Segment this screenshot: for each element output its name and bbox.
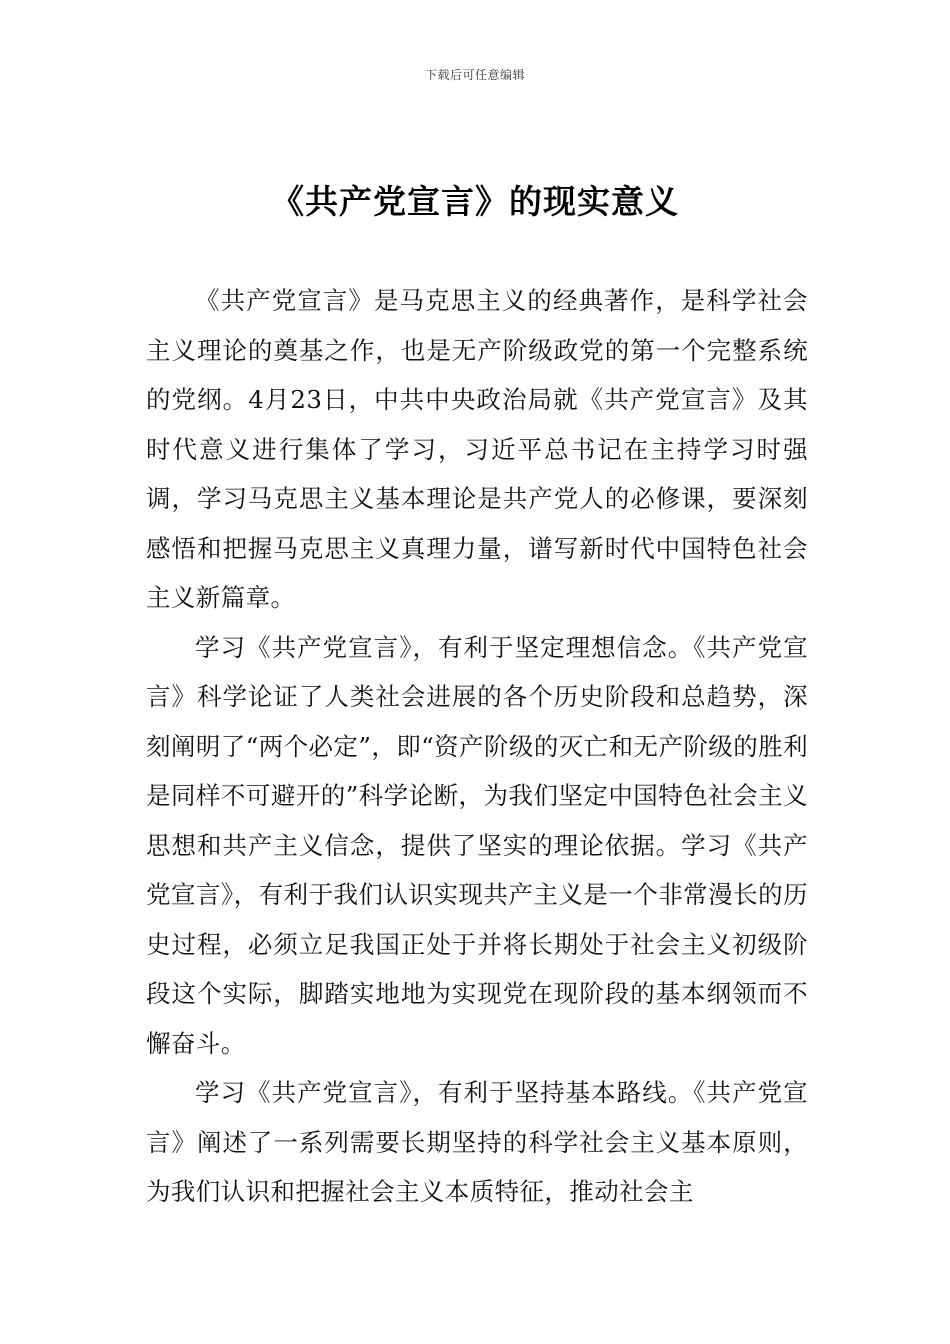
paragraph-3: 学习《共产党宣言》，有利于坚持基本路线。《共产党宣言》阐述了一系列需要长期坚持的科学社会主义基本原则，为我们认识和把握社会主义本质特征，推动社会主	[146, 1078, 808, 1206]
document-body	[146, 276, 808, 1217]
document-title: 《共产党宣言》的现实意义	[271, 182, 679, 221]
paragraph-2: 学习《共产党宣言》，有利于坚定理想信念。《共产党宣言》科学论证了人类社会进展的各个历史阶段和总趋势，深刻阐明了“两个必定”，即“资产阶级的灭亡和无产阶级的胜利是同样不可避开的”科学论断，为我们坚定中国特色社会主义思想和共产主义信念，提供了坚实的理论依据。学习《共产党宣言》，有利于我们认识实现共产主义是一个非常漫长的历史过程，必须立足我国正处于并将长期处于社会主义初级阶段这个实际，脚踏实地地为实现党在现阶段的基本纲领而不懈奋斗。	[146, 632, 808, 1058]
paragraph-1: 《共产党宣言》是马克思主义的经典著作，是科学社会主义理论的奠基之作，也是无产阶级政党的第一个完整系统的党纲。4月23日，中共中央政治局就《共产党宣言》及其时代意义进行集体了学习，习近平总书记在主持学习时强调，学习马克思主义基本理论是共产党人的必修课，要深刻感悟和把握马克思主义真理力量，谱写新时代中国特色社会主义新篇章。	[146, 286, 808, 612]
header-note: 下载后可任意编辑	[424, 68, 525, 82]
